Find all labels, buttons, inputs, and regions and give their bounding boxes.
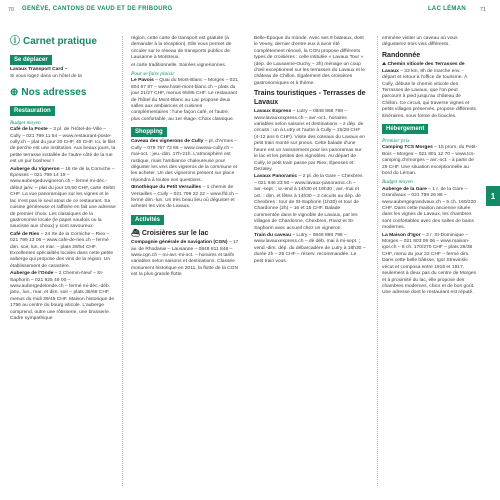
listing: Camping TCS Morges – 15 prom. du Petit-Bois – Morges – 021 801 12 70 – www.tcs-camping.ch/morges – avr.-oct. - à partir de 29 CHF. Une situation exceptionnelle au bord du Léman. bbox=[382, 145, 478, 176]
subsection-croisieres: ⛴ Croisières sur le lac bbox=[131, 229, 209, 237]
category-hebergement: Hébergement bbox=[382, 124, 428, 134]
column-3: Belle-Époque du monde. Avec ses 8 bateaux, dont le Vevey, dernier d'entre eux à avoir été complètement rénové, la CGN propose différents types de croisières : celle intitulée « Lavaux Tour » (dép. de Lausanne-Ouchy – 3h) ménage un coup d'œil exceptionnel sur les terrasses du Lavaux et le château de Chillon. Également des croisières gastronomiques et à thème. Trains touristiques - Terrasses de Lavaux Lavaux Express – Lutry – 0848 868 798 – www.lavauxexpress.ch – avr.-oct., horaires variables selon saisons et destinations – 2 dép. de circuits : un à Lutry et l'autre à Cully – 15/28 CHF (4-12 ans 6 CHF). Visite des coteaux du Lavaux en petit train monté sur pneus. Cette balade d'une heure est un ravissement pour les panoramas sur le lac et les petites des vignobles. Au départ de Cully, le petit train passe par Riex, Épesses et Dezaley. Lavaux Panoramic – 2 pl. de la Gare – Chexbres – 021 946 23 50 – www.lavaux-panoramic.ch – avr.-sept. ; w.-end à 14h30 et 16h30 ; avr.-mai et oct. : dim. et fêtes à 14h30 – 2 circuits au dép. de Chexbres : tour de St-Saphorin (1h30) et tour de Chardonne (2h) – 16 et 15 CHF. Balade commentée dans le vignoble de Lavaux, par les villages de Chardonne, Chexbres, Rivaz et St-Saphorin avec accueil chez un vigneron. Train du caveau – Lutry – 0848 868 798 – www.lavauxexpress.ch – de déb. mai à mi-sept. ; vend.-dim. dép. du débarcadère de Lutry à 18h30 – durée 2h – 25 CHF – réserv. recommandée. Le petit train vous bbox=[254, 36, 366, 264]
section-title-carnet: ⓘ Carnet pratique bbox=[10, 36, 97, 47]
running-title-left: GENÈVE, CANTONS DE VAUD ET DE FRIBOURG bbox=[22, 6, 173, 12]
listing: Auberge de l'Onde – 2 Chemin-Neuf – St-Saphorin – 021 925 49 00 – www.aubergedelonde.ch – fermé mi-déc.-déb. janv., lun., mar. et dim. soir – plats 35/68 CHF, menus du midi 39/45 CHF. Maison historique de 1756 au centre du bourg viticole. L'auberge comprend, outre une rôtisserie, une brasserie. Cadre sympathique bbox=[10, 271, 115, 321]
address-icon: ⊕ bbox=[10, 86, 19, 98]
listing: Café de la Poste – 3 pl. de l'Hôtel-de-Ville – Cully – 021 799 11 54 – www.restaurant-poste-cully.ch – plat du jour 20 CHF, 40 CHF. Ici, le filet de perche est une institution. Aux beaux jours, la petite terrasse installée de l'autre côté de la rue est un pur bonheur ! bbox=[10, 127, 116, 165]
category-restauration: Restauration bbox=[10, 106, 55, 116]
column-2: région, cette carte de transport est gratuite (à demander à la réception). Elle vous permet de circuler sur le réseau de transports publics de Lausanne à Montreux. et carte traditionnelle. Soirées vignerionnes. Pour se faire plaisir Le Pavois – Quai du Mont-Blanc – Morges – 021 804 67 87 – www.hotel-mont-blanc.ch – plats du jour 21/27 CHF, menus 65/85 CHF. Le restaurant de l'hôtel du Mont-Blanc au Lac propose deux salles aux ambiances et cuisines complémentaires : l'une façon café, et l'autre, plus confortable, au 1er étage. Choix classique. Shopping Caveau des vignerons de Cully – pl. d'Armes – Cully – 079 767 72 66 – www.caveau-cully.ch – mai-oct. : jeu.-dim. 17h-21h. L'atmosphère est rustique, mais l'ambiance chaleureuse pour déguster les vins des vigneros de la commune et les acheter. Un des vignerons présent sur place répondra à toutes vos questions. Œnothèque du Petit Versailles – 1 chemin de Versailles – Cully – 021 799 22 22 – www.ffd.ch – fermé dim.-lun. Un très beau lieu où déguster et acheter les vins de Lavaux. Activités ⛴ Croisières sur le lac Compagnie générale de navigation (CGN) – 17 av. de Rhodanie – Lausanne – 0848 811 848 – www.cgn.ch – mi-avr.-mi-oct. – horaires et tarifs variables selon saisons et destinations. Classée monument historique en 2011, la flotte de la CGN est la plus grande flotte bbox=[131, 36, 239, 278]
subsection-randonnee: Randonnée bbox=[382, 51, 421, 59]
page-number-right: 71 bbox=[479, 7, 486, 13]
listing: Train du caveau – Lutry – 0848 868 798 – www.lavauxexpress.ch – de déb. mai à mi-sept. ; vend.-dim. dép. du débarcadère de Lutry à 18h30 – durée 2h – 25 CHF – réserv. recommandée. Le petit train vous bbox=[254, 232, 366, 264]
page-header bbox=[0, 0, 500, 26]
listing: Lavaux Panoramic – 2 pl. de la Gare – Chexbres – 021 946 23 50 – www.lavaux-panoramic.ch – avr.-sept. ; w.-end à 14h30 et 16h30 ; avr.-mai et oct. : dim. et fêtes à 14h30 – 2 circuits au dép. de Chexbres : tour de St-Saphorin (1h30) et tour de Chardonne (2h) – 16 et 15 CHF. Balade commentée dans le vignoble de Lavaux, par les villages de Chardonne, Chexbres, Rivaz et St-Saphorin avec accueil chez un vigneron. bbox=[254, 174, 363, 231]
listing: Le Pavois – Quai du Mont-Blanc – Morges – 021 804 67 87 – www.hotel-mont-blanc.ch – plats du jour 21/27 CHF, menus 65/85 CHF. Le restaurant de l'hôtel du Mont-Blanc au Lac propose deux salles aux ambiances et cuisines complémentaires : l'une façon café, et l'autre, plus confortable, au 1er étage. Choix classique. bbox=[131, 78, 238, 122]
listing: Auberge de la Gare – 1 r. de la Gare – Grandvaux – 021 799 26 86 – www.aubergegrandvaux.ch – 5 ch. 160/220 CHF. Dans cette maison ancienne située dans les vignes de Lavaux, les chambres sont confortables avec des salles de bains modernes. bbox=[382, 186, 477, 231]
category-activites: Activités bbox=[131, 215, 164, 225]
chapter-tab: 1 bbox=[486, 186, 500, 206]
section-title-adresses: ⊕ Nos adresses bbox=[10, 86, 87, 98]
boat-icon: ⛴ bbox=[131, 229, 142, 237]
column-divider bbox=[122, 36, 123, 486]
page-number-left: 70 bbox=[8, 7, 15, 13]
running-title-right: LAC LÉMAN bbox=[427, 6, 466, 12]
category-shopping: Shopping bbox=[131, 127, 167, 137]
column-4: emmène visiter un caveau où vous dégusterez trois vins différents. Randonnée ⛰ Chemin viticole des Terrasses de Lavaux – 33 km, 8h de marche env. - départ et retour à l'office de tourisme. À Cully, débute le chemin viticole des Terrasses de Lavaux, que l'on peut parcourir à pied jusqu'au château de Chillon. Ce circuit, qui traverse vignes et petits villages préservés, propose différents itinéraires, sous forme de boucles. Hébergement Premier prix Camping TCS Morges – 15 prom. du Petit-Bois – Morges – 021 801 12 70 – www.tcs-camping.ch/morges – avr.-oct. - à partir de 29 CHF. Une situation exceptionnelle au bord du Léman. Budget moyen Auberge de la Gare – 1 r. de la Gare – Grandvaux – 021 799 26 86 – www.aubergegrandvaux.ch – 5 ch. 160/220 CHF. Dans cette maison ancienne située dans les vignes de Lavaux, les chambres sont confortables avec des salles de bains modernes. La Maison d'Igor – 2 r. St-Dominique – Morges – 021 803 06 06 – www.maison-igor.ch – 8 ch. 170/270 CHF – plats 28/38 CHF, menu du jour 22 CHF – fermé dim. Dans cette belle bâtisse, Igor Stravinski vécut et composa entre 1915 et 1917, seulement à deux pas du centre de Morges et à proximité du lac, elle propose des chambres modernes, chics et de bon goût. Une adresse dont le restaurant est réputé. bbox=[382, 36, 478, 296]
category-se-deplacer: Se déplacer bbox=[10, 55, 52, 65]
listing: ⛰ Chemin viticole des Terrasses de Lavaux – 33 km, 8h de marche env. - départ et retour à l'office de tourisme. À Cully, débute le chemin viticole des Terrasses de Lavaux, que l'on peut parcourir à pied jusqu'au château de Chillon. Ce circuit, qui traverse vignes et petits villages préservés, propose différents itinéraires, sous forme de boucles. bbox=[382, 62, 476, 119]
info-icon: ⓘ bbox=[10, 36, 20, 47]
column-divider bbox=[377, 36, 378, 486]
listing: Café de Riex – 24 rte de la Corniche – Riex – 021 799 13 06 – www.cafe-de-riex.ch – fermé dim. soir, lun. et mar. – plats 28/54 CHF. Excellentes spécialités locales dans cette petite auberge qui propose des vins de la région. Un établissement de caractère. bbox=[10, 231, 114, 269]
subsection-trains: Trains touristiques - Terrasses de Lavaux bbox=[254, 90, 366, 106]
listing: Compagnie générale de navigation (CGN) – 17 av. de Rhodanie – Lausanne – 0848 811 848 – www.cgn.ch – mi-avr.-mi-oct. – horaires et tarifs variables selon saisons et destinations. Classée monument historique en 2011, la flotte de la CGN est la plus grande flotte bbox=[131, 240, 239, 278]
hiking-icon: ⛰ bbox=[382, 62, 388, 68]
listing: Lavaux Express – Lutry – 0848 868 798 – www.lavauxexpress.ch – avr.-oct., horaires variables selon saisons et destinations – 2 dép. de circuits : un à Lutry et l'autre à Cully – 15/28 CHF (4-12 ans 6 CHF). Visite des coteaux du Lavaux en petit train monté sur pneus. Cette balade d'une heure est un ravissement pour les panoramas sur le lac et les petites des vignobles. Au départ de Cully, le petit train passe par Riex, Épesses et Dezaley. bbox=[254, 109, 365, 172]
listing: Caveau des vignerons de Cully – pl. d'Armes – Cully – 079 767 72 66 – www.caveau-cully.ch – mai-oct. : jeu.-dim. 17h-21h. L'atmosphère est rustique, mais l'ambiance chaleureuse pour déguster les vins des vigneros de la commune et les acheter. Un des vignerons présent sur place répondra à toutes vos questions. bbox=[131, 139, 238, 183]
listing: La Maison d'Igor – 2 r. St-Dominique – Morges – 021 803 06 06 – www.maison-igor.ch – 8 ch. 170/270 CHF – plats 28/38 CHF, menu du jour 22 CHF – fermé dim. Dans cette belle bâtisse, Igor Stravinski vécut et composa entre 1915 et 1917, seulement à deux pas du centre de Morges et à proximité du lac, elle propose des chambres modernes, chics et de bon goût. Une adresse dont le restaurant est réputé. bbox=[382, 232, 477, 296]
listing: Auberge du Vigneron – 16 rte de la Corniche – Épesses – 021 799 14 19 – www.aubergeduvigneron.ch – fermé mi-déc.-début janv. – plat du jour 19,50 CHF, carte 45/60 CHF. La vue panoramique sur les vignes et le lac n'est pas le seul atout de ce restaurant. Sa cuisine généreuse et raffinée en fait une adresse de premier choix. Les classiques de la gastronomie locale (le papet vaudois ou la saucisse aux choux) y sont savoureux. bbox=[10, 166, 116, 230]
column-1: ⓘ Carnet pratique Se déplacer Lavaux Transport Card – Si vous logez dans un hôtel de la ⊕ Nos adresses Restauration Budget moyen Café de la Poste – 3 pl. de l'Hôtel-de-Ville – Cully – 021 799 11 54 – www.restaurant-poste-cully.ch – plat du jour 20 CHF, 40 CHF. Ici, le filet de perche est une institution. Aux beaux jours, la petite terrasse installée de l'autre côté de la rue est un pur bonheur ! Auberge du Vigneron – 16 rte de la Corniche – Épesses – 021 799 14 19 – www.aubergeduvigneron.ch – fermé mi-déc.-début janv. – plat du jour 19,50 CHF, carte 45/60 CHF. La vue panoramique sur les vignes et le lac n'est pas le seul atout de ce restaurant. Sa cuisine généreuse et raffinée en fait une adresse de premier choix. Les classiques de la gastronomie locale (le papet vaudois ou la saucisse aux choux) y sont savoureux. Café de Riex – 24 rte de la Corniche – Riex – 021 799 13 06 – www.cafe-de-riex.ch – fermé dim. soir, lun. et mar. – plats 28/54 CHF. Excellentes spécialités locales dans cette petite auberge qui propose des vins de la région. Un établissement de caractère. Auberge de l'Onde – 2 Chemin-Neuf – St-Saphorin – 021 925 49 00 – www.aubergedelonde.ch – fermé mi-déc.-déb. janv., lun., mar. et dim. soir – plats 35/68 CHF, menus du midi 39/45 CHF. Maison historique de 1756 au centre du bourg viticole. L'auberge comprend, outre une rôtisserie, une brasserie. Cadre sympathique bbox=[10, 36, 116, 321]
listing: Œnothèque du Petit Versailles – 1 chemin de Versailles – Cully – 021 799 22 22 – www.ffd.ch – fermé dim.-lun. Un très beau lieu où déguster et acheter les vins de Lavaux. bbox=[131, 185, 239, 210]
